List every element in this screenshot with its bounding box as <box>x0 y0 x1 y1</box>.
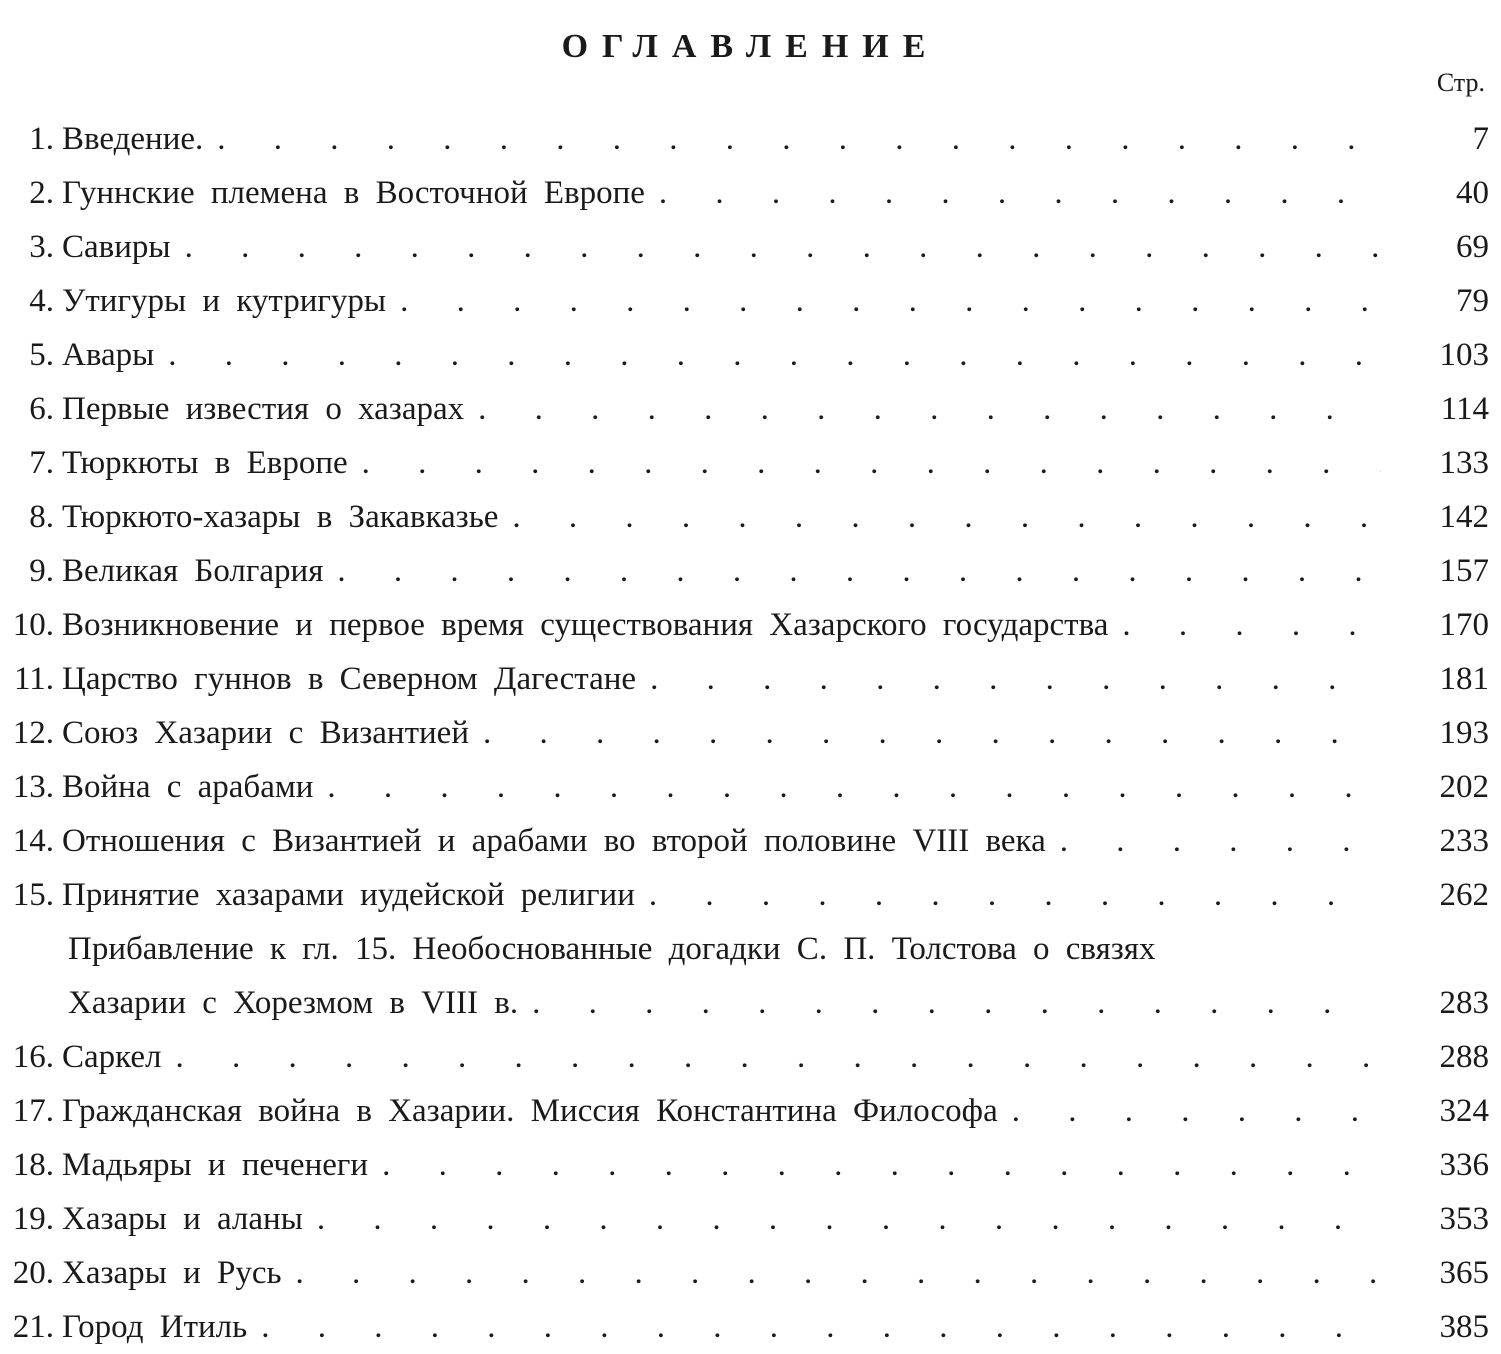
toc-entry[interactable] <box>0 274 1501 328</box>
dot-leader <box>175 1030 1381 1084</box>
toc-entry-text: Введение. <box>62 121 204 157</box>
dot-leader <box>650 652 1381 706</box>
toc-entry[interactable] <box>0 1300 1501 1354</box>
toc-entry-number: 5. <box>29 337 54 373</box>
toc-entry-page: 365 <box>1439 1255 1489 1291</box>
dot-leader <box>317 1192 1381 1246</box>
toc-entry-number: 18. <box>12 1147 54 1183</box>
dot-leader <box>217 112 1381 166</box>
toc-entry-text: Утигуры и кутригуры <box>62 283 387 319</box>
dot-leader <box>649 868 1381 922</box>
toc-entry-page: 114 <box>1440 391 1489 427</box>
toc-entry-text: Гражданская война в Хазарии. Миссия Константина Философа <box>62 1093 998 1129</box>
toc-entry-page: 324 <box>1439 1093 1489 1129</box>
toc-entry-text: Мадьяры и печенеги <box>62 1147 369 1183</box>
toc-entry[interactable] <box>0 1192 1501 1246</box>
toc-entry[interactable] <box>0 220 1501 274</box>
toc-entry-page: 202 <box>1439 769 1489 805</box>
toc-entry-text: Савиры <box>62 229 171 265</box>
toc-entry[interactable] <box>0 652 1501 706</box>
toc-entry-text: Война с арабами <box>62 769 314 805</box>
toc-entry-number: 2. <box>29 175 54 211</box>
page-title: ОГЛАВЛЕНИЕ <box>561 28 940 65</box>
toc-entry-text: Царство гуннов в Северном Дагестане <box>62 661 637 697</box>
toc-entry-page: 142 <box>1439 499 1489 535</box>
toc-entry-text: Город Итиль <box>62 1309 248 1345</box>
dot-leader <box>296 1246 1381 1300</box>
toc-entry-number: 11. <box>13 661 54 697</box>
toc-entry-page: 69 <box>1456 229 1489 265</box>
dot-leader <box>1060 814 1381 868</box>
toc-entry-number: 8. <box>29 499 54 535</box>
toc-entry-number: 17. <box>12 1093 54 1129</box>
toc-entry-number: 20. <box>12 1255 54 1291</box>
toc-entry-text: Хазарии с Хорезмом в VIII в. <box>68 985 519 1021</box>
dot-leader <box>1122 598 1381 652</box>
toc-entry-page: 233 <box>1439 823 1489 859</box>
dot-leader <box>512 490 1381 544</box>
toc-entry[interactable] <box>0 112 1501 166</box>
toc-entry-number: 1. <box>29 121 54 157</box>
toc-entry-number: 6. <box>29 391 54 427</box>
toc-entry-number: 19. <box>12 1201 54 1237</box>
toc-entry-page: 103 <box>1439 337 1489 373</box>
toc-entry-page: 133 <box>1439 445 1489 481</box>
toc-entry[interactable] <box>0 868 1501 922</box>
toc-entry-text: Союз Хазарии с Византией <box>62 715 469 751</box>
dot-leader <box>168 328 1381 382</box>
toc-entry-page: 79 <box>1456 283 1489 319</box>
toc-entry-number: 13. <box>12 769 54 805</box>
toc-entry-text: Гуннские племена в Восточной Европе <box>62 175 645 211</box>
dot-leader <box>659 166 1381 220</box>
toc-entry[interactable] <box>0 814 1501 868</box>
toc-entry[interactable] <box>0 1030 1501 1084</box>
dot-leader <box>382 1138 1381 1192</box>
toc-entry-text: Тюркюты в Европе <box>62 445 348 481</box>
toc-entry-text: Хазары и аланы <box>62 1201 303 1237</box>
toc-entry-page: 385 <box>1439 1309 1489 1345</box>
toc-entry-text: Прибавление к гл. 15. Необоснованные догадки С. П. Толстова о связях <box>68 931 1156 967</box>
toc-entry-page: 170 <box>1439 607 1489 643</box>
toc-entry-page: 336 <box>1439 1147 1489 1183</box>
toc-entry-text: Хазары и Русь <box>62 1255 282 1291</box>
dot-leader <box>327 760 1381 814</box>
toc-entry-text: Первые известия о хазарах <box>62 391 465 427</box>
dot-leader <box>478 382 1381 436</box>
toc-entry-text: Принятие хазарами иудейской религии <box>62 877 635 913</box>
toc-entry-text: Великая Болгария <box>62 553 324 589</box>
toc-entry[interactable] <box>0 1138 1501 1192</box>
toc-entry-page: 181 <box>1439 661 1489 697</box>
toc-entry-page: 193 <box>1439 715 1489 751</box>
toc-entry-text: Авары <box>62 337 155 373</box>
toc-entry[interactable] <box>0 706 1501 760</box>
toc-entry-page: 40 <box>1456 175 1489 211</box>
dot-leader <box>400 274 1381 328</box>
toc-entry[interactable] <box>0 1246 1501 1300</box>
page-column-label: Стр. <box>1436 68 1485 97</box>
toc-entry[interactable] <box>0 598 1501 652</box>
toc-entry-number: 12. <box>12 715 54 751</box>
dot-leader <box>185 220 1381 274</box>
toc-entry-number: 16. <box>12 1039 54 1075</box>
toc-entry[interactable] <box>0 436 1501 490</box>
toc-entry-number: 7. <box>29 445 54 481</box>
toc-entry-number: 3. <box>29 229 54 265</box>
dot-leader <box>1012 1084 1381 1138</box>
toc-entry-number: 9. <box>29 553 54 589</box>
dot-leader <box>532 976 1381 1030</box>
dot-leader <box>362 436 1381 490</box>
toc-entry-number: 10. <box>12 607 54 643</box>
toc-entry-page: 288 <box>1439 1039 1489 1075</box>
toc-appendix-line2[interactable] <box>0 976 1501 1030</box>
toc-entry-number: 14. <box>12 823 54 859</box>
toc-entry[interactable] <box>0 490 1501 544</box>
toc-entry-page: 283 <box>1439 985 1489 1021</box>
toc-entry-number: 21. <box>12 1309 54 1345</box>
toc-entry[interactable] <box>0 544 1501 598</box>
toc-entry[interactable] <box>0 760 1501 814</box>
toc-entry[interactable] <box>0 328 1501 382</box>
toc-entry-page: 7 <box>1472 121 1489 157</box>
toc-entry[interactable] <box>0 382 1501 436</box>
toc-entry-page: 262 <box>1439 877 1489 913</box>
toc-appendix-line1[interactable] <box>0 922 1501 976</box>
toc-entry-text: Возникновение и первое время существования Хазарского государства <box>62 607 1109 643</box>
toc-entry-number: 15. <box>12 877 54 913</box>
toc-entry[interactable] <box>0 1084 1501 1138</box>
toc-entry-text: Тюркюто-хазары в Закавказье <box>62 499 499 535</box>
toc-entry-page: 157 <box>1439 553 1489 589</box>
dot-leader <box>261 1300 1381 1354</box>
toc-entry-number: 4. <box>29 283 54 319</box>
toc-entry[interactable] <box>0 166 1501 220</box>
toc-entry-text: Отношения с Византией и арабами во второй половине VIII века <box>62 823 1046 859</box>
dot-leader <box>337 544 1381 598</box>
toc-entry-text: Саркел <box>62 1039 162 1075</box>
table-of-contents <box>0 112 1501 1354</box>
toc-entry-page: 353 <box>1439 1201 1489 1237</box>
dot-leader <box>483 706 1381 760</box>
